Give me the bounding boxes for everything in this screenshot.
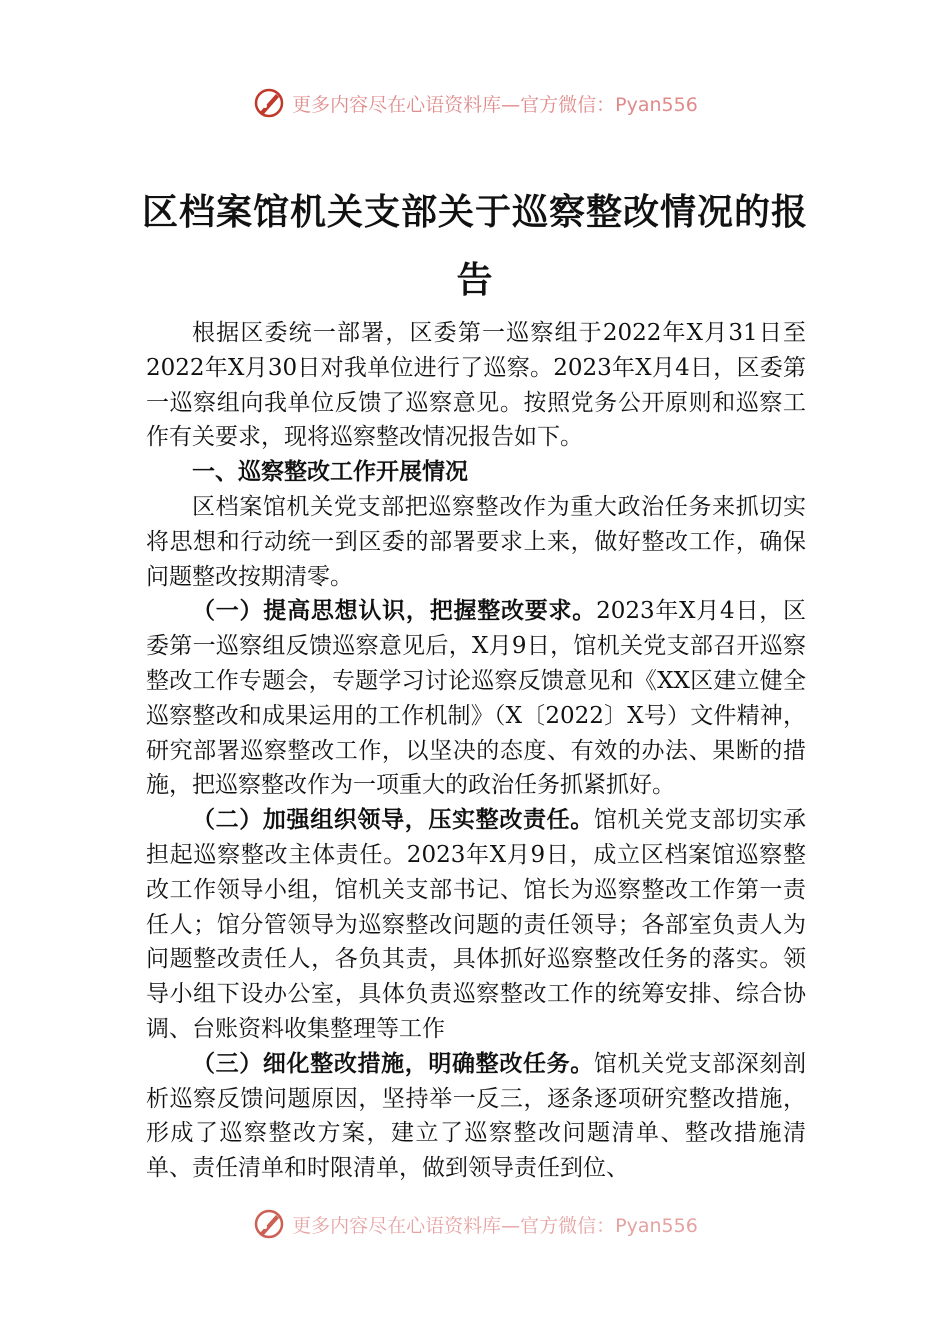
- document-title: [140, 178, 810, 314]
- pen-circle-logo-icon: [252, 1207, 286, 1241]
- watermark-text: 更多内容尽在心语资料库—官方微信：Pyan556: [292, 93, 698, 116]
- section-heading-1: 一、巡察整改工作开展情况: [192, 459, 468, 486]
- item2-body: 馆机关党支部切实承担起巡察整改主体责任。2023年X月9日，成立区档案馆巡察整改工作领导小组，馆机关支部书记、馆长为巡察整改工作第一责任人；馆分管领导为巡察整改问题的责任领导；各部室负责人为问题整改责任人，各负其责，具体抓好巡察整改任务的落实。领导小组下设办公室，具体负责巡察整改工作的统筹安排、综合协调、台账资料收集整理等工作: [146, 807, 806, 1042]
- item1-paragraph: [146, 594, 806, 803]
- item2-paragraph: [146, 803, 806, 1047]
- item2-lead: （二）加强组织领导，压实整改责任。: [192, 806, 594, 834]
- title-line-2: 告: [456, 259, 494, 301]
- pen-circle-logo-icon: [252, 86, 286, 120]
- title-line-1: 区档案馆机关支部关于巡察整改情况的报: [141, 191, 808, 233]
- item3-lead: （三）细化整改措施，明确整改任务。: [192, 1049, 594, 1077]
- watermark-footer: [0, 1207, 950, 1241]
- watermark-text: 更多内容尽在心语资料库—官方微信：Pyan556: [292, 1214, 698, 1237]
- item1-lead: （一）提高思想认识，把握整改要求。: [192, 597, 597, 625]
- document-body: [146, 316, 806, 1218]
- intro-paragraph: 根据区委统一部署，区委第一巡察组于2022年X月31日至2022年X月30日对我单位进行了巡察。2023年X月4日，区委第一巡察组向我单位反馈了巡察意见。按照党务公开原则和巡察工作有关要求，现将巡察整改情况报告如下。: [146, 320, 806, 451]
- section1-intro-paragraph: 区档案馆机关党支部把巡察整改作为重大政治任务来抓切实将思想和行动统一到区委的部署要求上来，做好整改工作，确保问题整改按期清零。: [146, 493, 806, 590]
- item3-paragraph: [146, 1047, 806, 1186]
- watermark-header: [0, 86, 950, 120]
- item3-body: 馆机关党支部深刻剖析巡察反馈问题原因，坚持举一反三，逐条逐项研究整改措施，形成了巡察整改方案，建立了巡察整改问题清单、整改措施清单、责任清单和时限清单，做到领导责任到位、: [146, 1050, 806, 1182]
- item1-body: 2023年X月4日，区委第一巡察组反馈巡察意见后，X月9日，馆机关党支部召开巡察整改工作专题会，专题学习讨论巡察反馈意见和《XX区建立健全巡察整改和成果运用的工作机制》（X〔2022〕X号）文件精神，研究部署巡察整改工作，以坚决的态度、有效的办法、果断的措施，把巡察整改作为一项重大的政治任务抓紧抓好。: [146, 598, 806, 799]
